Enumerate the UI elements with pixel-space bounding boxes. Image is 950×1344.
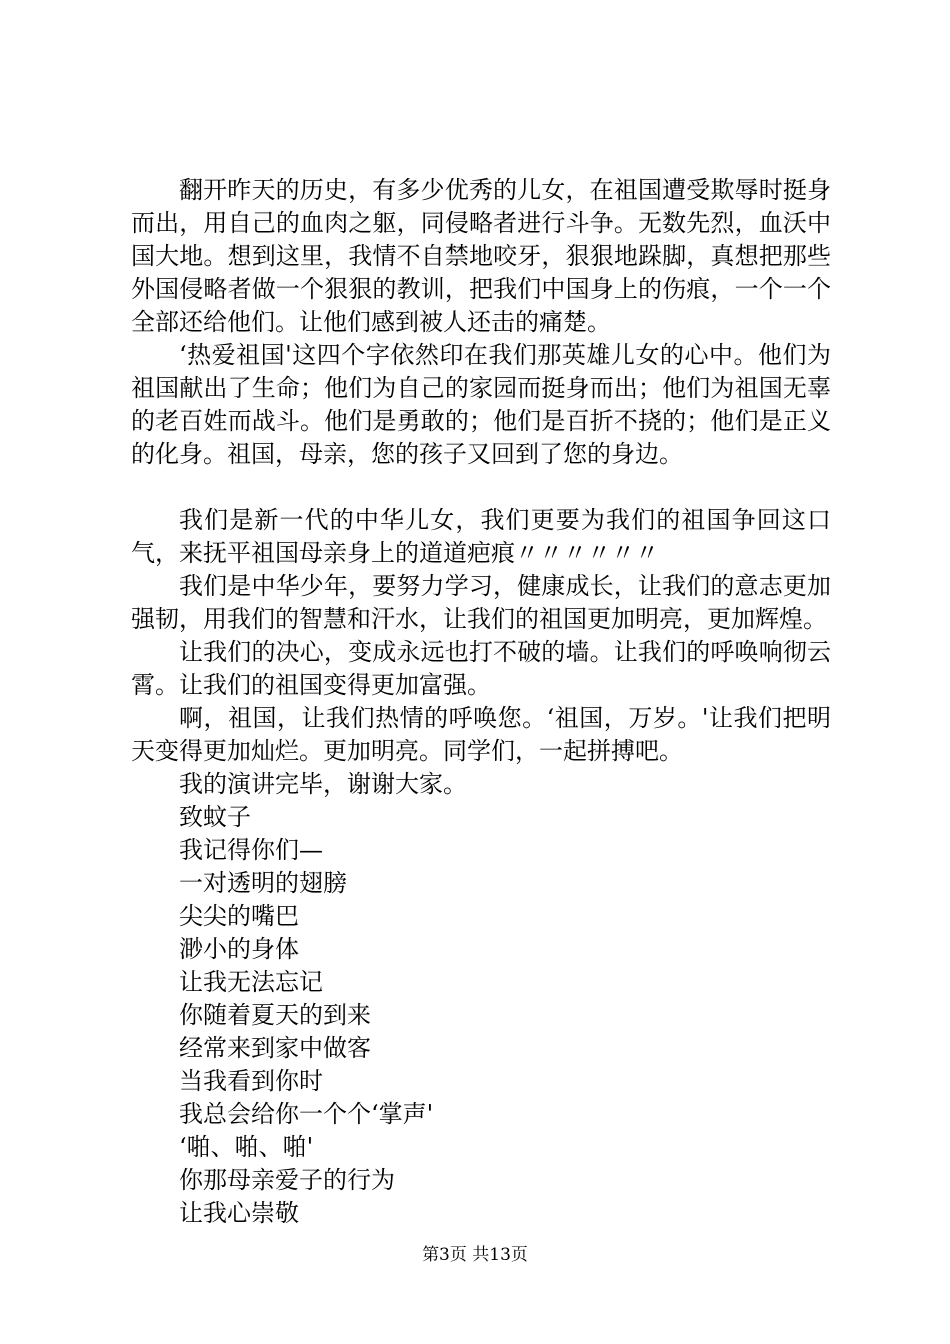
paragraph: 我们是中华少年，要努力学习，健康成长，让我们的意志更加强韧，用我们的智慧和汗水，让我们的祖国更加明亮，更加辉煌。 <box>131 572 831 633</box>
poem-line: 你那母亲爱子的行为 <box>179 1166 395 1194</box>
paragraph: 我们是新一代的中华儿女，我们更要为我们的祖国争回这口气，来抚平祖国母亲身上的道道疤痕〃〃〃〃〃〃 <box>131 506 831 567</box>
paragraph: ‘热爱祖国'这四个字依然印在我们那英雄儿女的心中。他们为祖国献出了生命；他们为自己的家园而挺身而出；他们为祖国无辜的老百姓而战斗。他们是勇敢的；他们是百折不挠的；他们是正义的化身。祖国，母亲，您的孩子又回到了您的身边。 <box>131 341 831 468</box>
poem-line: 让我心崇敬 <box>179 1199 299 1227</box>
poem-line: 你随着夏天的到来 <box>179 1001 371 1029</box>
poem-line: 让我无法忘记 <box>179 968 323 996</box>
paragraph: 啊，祖国，让我们热情的呼唤您。‘祖国，万岁。'让我们把明天变得更加灿烂。更加明亮。同学们，一起拼搏吧。 <box>131 704 831 765</box>
closing-line: 我的演讲完毕，谢谢大家。 <box>179 770 467 798</box>
poem-line: 我记得你们— <box>179 836 323 864</box>
poem-line: ‘啪、啪、啪' <box>179 1133 314 1161</box>
document-body <box>131 174 831 1230</box>
poem-line: 尖尖的嘴巴 <box>179 902 299 930</box>
paragraph: 让我们的决心，变成永远也打不破的墙。让我们的呼唤响彻云霄。让我们的祖国变得更加富强。 <box>131 638 831 699</box>
blank-line <box>131 471 831 504</box>
poem-line: 当我看到你时 <box>179 1067 323 1095</box>
paragraph: 翻开昨天的历史，有多少优秀的儿女，在祖国遭受欺辱时挺身而出，用自己的血肉之躯，同侵略者进行斗争。无数先烈，血沃中国大地。想到这里，我情不自禁地咬牙，狠狠地跺脚，真想把那些外国侵略者做一个狠狠的教训，把我们中国身上的伤痕，一个一个全部还给他们。让他们感到被人还击的痛楚。 <box>131 176 831 336</box>
poem-title: 致蚊子 <box>179 803 251 831</box>
poem-line: 一对透明的翅膀 <box>179 869 347 897</box>
poem-line: 我总会给你一个个‘掌声' <box>179 1100 434 1128</box>
poem-line: 经常来到家中做客 <box>179 1034 371 1062</box>
poem-line: 渺小的身体 <box>179 935 299 963</box>
page-number-footer: 第3页 共13页 <box>422 1245 528 1265</box>
